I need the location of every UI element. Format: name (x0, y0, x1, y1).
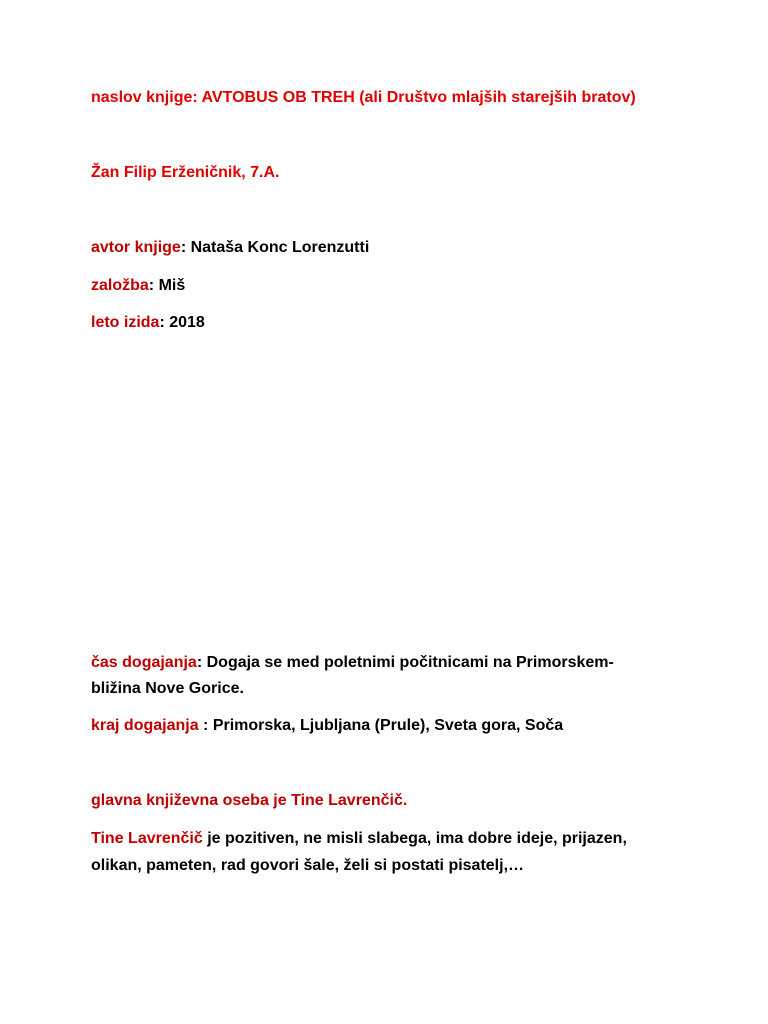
year-row (91, 313, 205, 333)
book-title: naslov knjige: AVTOBUS OB TREH (ali Društvo mlajših starejših bratov) (91, 89, 636, 106)
year-separator: : (159, 314, 170, 331)
publisher-label: založba (91, 277, 149, 294)
time-value-line2: bližina Nove Gorice. (91, 680, 244, 697)
time-value-line1: Dogaja se med poletnimi počitnicami na Primorskem- (206, 654, 614, 671)
time-label: čas dogajanja (91, 654, 197, 671)
place-separator: : (198, 717, 213, 734)
publisher-separator: : (148, 277, 159, 294)
author-separator: : (180, 239, 191, 256)
year-label: leto izida (91, 314, 160, 331)
author-row (91, 238, 369, 258)
place-row (91, 716, 563, 736)
place-label: kraj dogajanja (91, 717, 199, 734)
publisher-value: Miš (158, 277, 186, 294)
publisher-row (91, 276, 185, 296)
student-name: Žan Filip Erženičnik, 7.A. (91, 164, 280, 181)
place-value: Primorska, Ljubljana (Prule), Sveta gora, Soča (212, 717, 564, 734)
time-separator: : (196, 654, 207, 671)
description-line2: olikan, pameten, rad govori šale, želi si postati pisatelj,… (91, 857, 525, 874)
year-value: 2018 (169, 314, 205, 331)
author-label: avtor knjige (91, 239, 181, 256)
author-value: Nataša Konc Lorenzutti (190, 239, 370, 256)
time-row (91, 653, 614, 673)
main-character: glavna književna oseba je Tine Lavrenčič. (91, 792, 408, 809)
description-line1: je pozitiven, ne misli slabega, ima dobre ideje, prijazen, (202, 830, 627, 847)
description-name: Tine Lavrenčič (91, 830, 203, 847)
description-row (91, 829, 627, 849)
